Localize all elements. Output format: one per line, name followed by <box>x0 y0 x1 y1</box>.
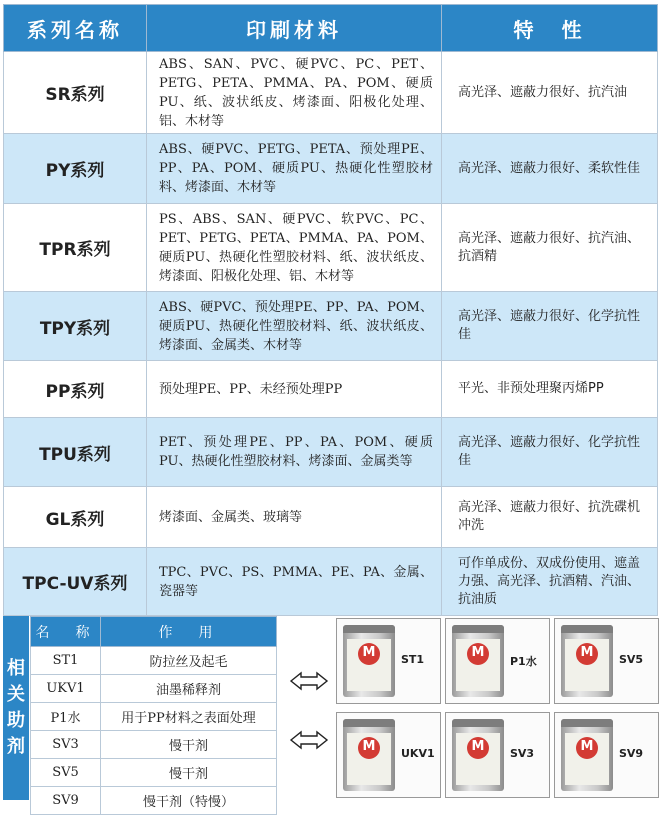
table-row <box>4 361 658 418</box>
product-SV9 <box>554 712 659 798</box>
additive-use: 用于PP材料之表面处理 <box>101 703 277 731</box>
table-row <box>31 787 277 815</box>
ink-can-image: M <box>561 719 613 791</box>
header-additive-name: 名 称 <box>31 617 101 647</box>
double-arrow-icon <box>289 730 329 750</box>
additive-name: P1水 <box>31 703 101 731</box>
table-row <box>4 292 658 361</box>
table-row <box>4 418 658 487</box>
side-char: 相 <box>7 658 25 679</box>
table-row <box>31 731 277 759</box>
series-table <box>3 4 658 616</box>
table-row <box>4 134 658 204</box>
series-materials: ABS、硬PVC、预处理PE、PP、PA、POM、硬质PU、热硬化性塑胶材料、纸、波状纸皮、烤漆面、金属类、木材等 <box>147 292 442 361</box>
series-features: 高光泽、遮蔽力很好、化学抗性佳 <box>442 292 658 361</box>
additive-name: ST1 <box>31 647 101 675</box>
additives-table <box>30 616 277 815</box>
additive-name: SV9 <box>31 787 101 815</box>
table-row <box>4 52 658 134</box>
table-row <box>4 487 658 548</box>
product-code: SV9 <box>619 747 644 760</box>
product-code: SV5 <box>619 653 644 666</box>
header-feature: 特 性 <box>442 5 658 52</box>
product-P1 <box>445 618 550 704</box>
table-row <box>31 675 277 703</box>
header-print-material: 印刷材料 <box>147 5 442 52</box>
ink-can-image: M <box>452 719 504 791</box>
table-row <box>31 759 277 787</box>
product-SV3 <box>445 712 550 798</box>
header-additive-use: 作 用 <box>101 617 277 647</box>
series-materials: TPC、PVC、PS、PMMA、PE、PA、金属、瓷器等 <box>147 548 442 616</box>
table-row <box>4 548 658 616</box>
series-features: 可作单成份、双成份使用、遮盖力强、高光泽、抗酒精、汽油、抗油质 <box>442 548 658 616</box>
product-code: P1水 <box>510 655 537 668</box>
series-name: SR系列 <box>4 52 147 134</box>
ink-can-image: M <box>452 625 504 697</box>
series-name: PY系列 <box>4 134 147 204</box>
series-name: PP系列 <box>4 361 147 418</box>
side-char: 关 <box>7 684 25 705</box>
additive-use: 油墨稀释剂 <box>101 675 277 703</box>
related-additives-label <box>3 616 29 800</box>
series-materials: PS、ABS、SAN、硬PVC、软PVC、PC、PET、PETG、PETA、PMMA、PA、POM、硬质PU、热硬化性塑胶材料、纸、波状纸皮、烤漆面、阳极化处理、铝、木材等 <box>147 204 442 292</box>
additive-name: UKV1 <box>31 675 101 703</box>
series-name: GL系列 <box>4 487 147 548</box>
series-materials: PET、预处理PE、PP、PA、POM、硬质PU、热硬化性塑胶材料、烤漆面、金属类等 <box>147 418 442 487</box>
product-SV5 <box>554 618 659 704</box>
side-char: 助 <box>7 710 25 731</box>
additive-name: SV5 <box>31 759 101 787</box>
additive-use: 防拉丝及起毛 <box>101 647 277 675</box>
table-row <box>31 647 277 675</box>
header-series-name: 系列名称 <box>4 5 147 52</box>
series-features: 高光泽、遮蔽力很好、抗洗碟机冲洗 <box>442 487 658 548</box>
series-materials: 预处理PE、PP、未经预处理PP <box>147 361 442 418</box>
series-name: TPU系列 <box>4 418 147 487</box>
series-features: 高光泽、遮蔽力很好、抗汽油、抗酒精 <box>442 204 658 292</box>
product-code: UKV1 <box>401 747 435 760</box>
series-name: TPC-UV系列 <box>4 548 147 616</box>
series-name: TPY系列 <box>4 292 147 361</box>
series-name: TPR系列 <box>4 204 147 292</box>
table-row <box>4 204 658 292</box>
ink-can-image: M <box>561 625 613 697</box>
series-features: 高光泽、遮蔽力很好、化学抗性佳 <box>442 418 658 487</box>
additive-use: 慢干剂 <box>101 731 277 759</box>
series-features: 高光泽、遮蔽力很好、抗汽油 <box>442 52 658 134</box>
ink-can-image: M <box>343 719 395 791</box>
series-materials: ABS、SAN、PVC、硬PVC、PC、PET、PETG、PETA、PMMA、PA、POM、硬质PU、纸、波状纸皮、烤漆面、阳极化处理、铝、木材等 <box>147 52 442 134</box>
ink-can-image: M <box>343 625 395 697</box>
series-materials: 烤漆面、金属类、玻璃等 <box>147 487 442 548</box>
additive-use: 慢干剂（特慢） <box>101 787 277 815</box>
series-features: 平光、非预处理聚丙烯PP <box>442 361 658 418</box>
additive-name: SV3 <box>31 731 101 759</box>
product-code: ST1 <box>401 653 425 666</box>
additive-use: 慢干剂 <box>101 759 277 787</box>
side-char: 剂 <box>7 736 25 757</box>
table-row <box>31 703 277 731</box>
series-materials: ABS、硬PVC、PETG、PETA、预处理PE、PP、PA、POM、硬质PU、热硬化性塑胶材料、烤漆面、木材等 <box>147 134 442 204</box>
series-features: 高光泽、遮蔽力很好、柔软性佳 <box>442 134 658 204</box>
product-code: SV3 <box>510 747 535 760</box>
product-ST1 <box>336 618 441 704</box>
product-UKV1 <box>336 712 441 798</box>
double-arrow-icon <box>289 671 329 691</box>
